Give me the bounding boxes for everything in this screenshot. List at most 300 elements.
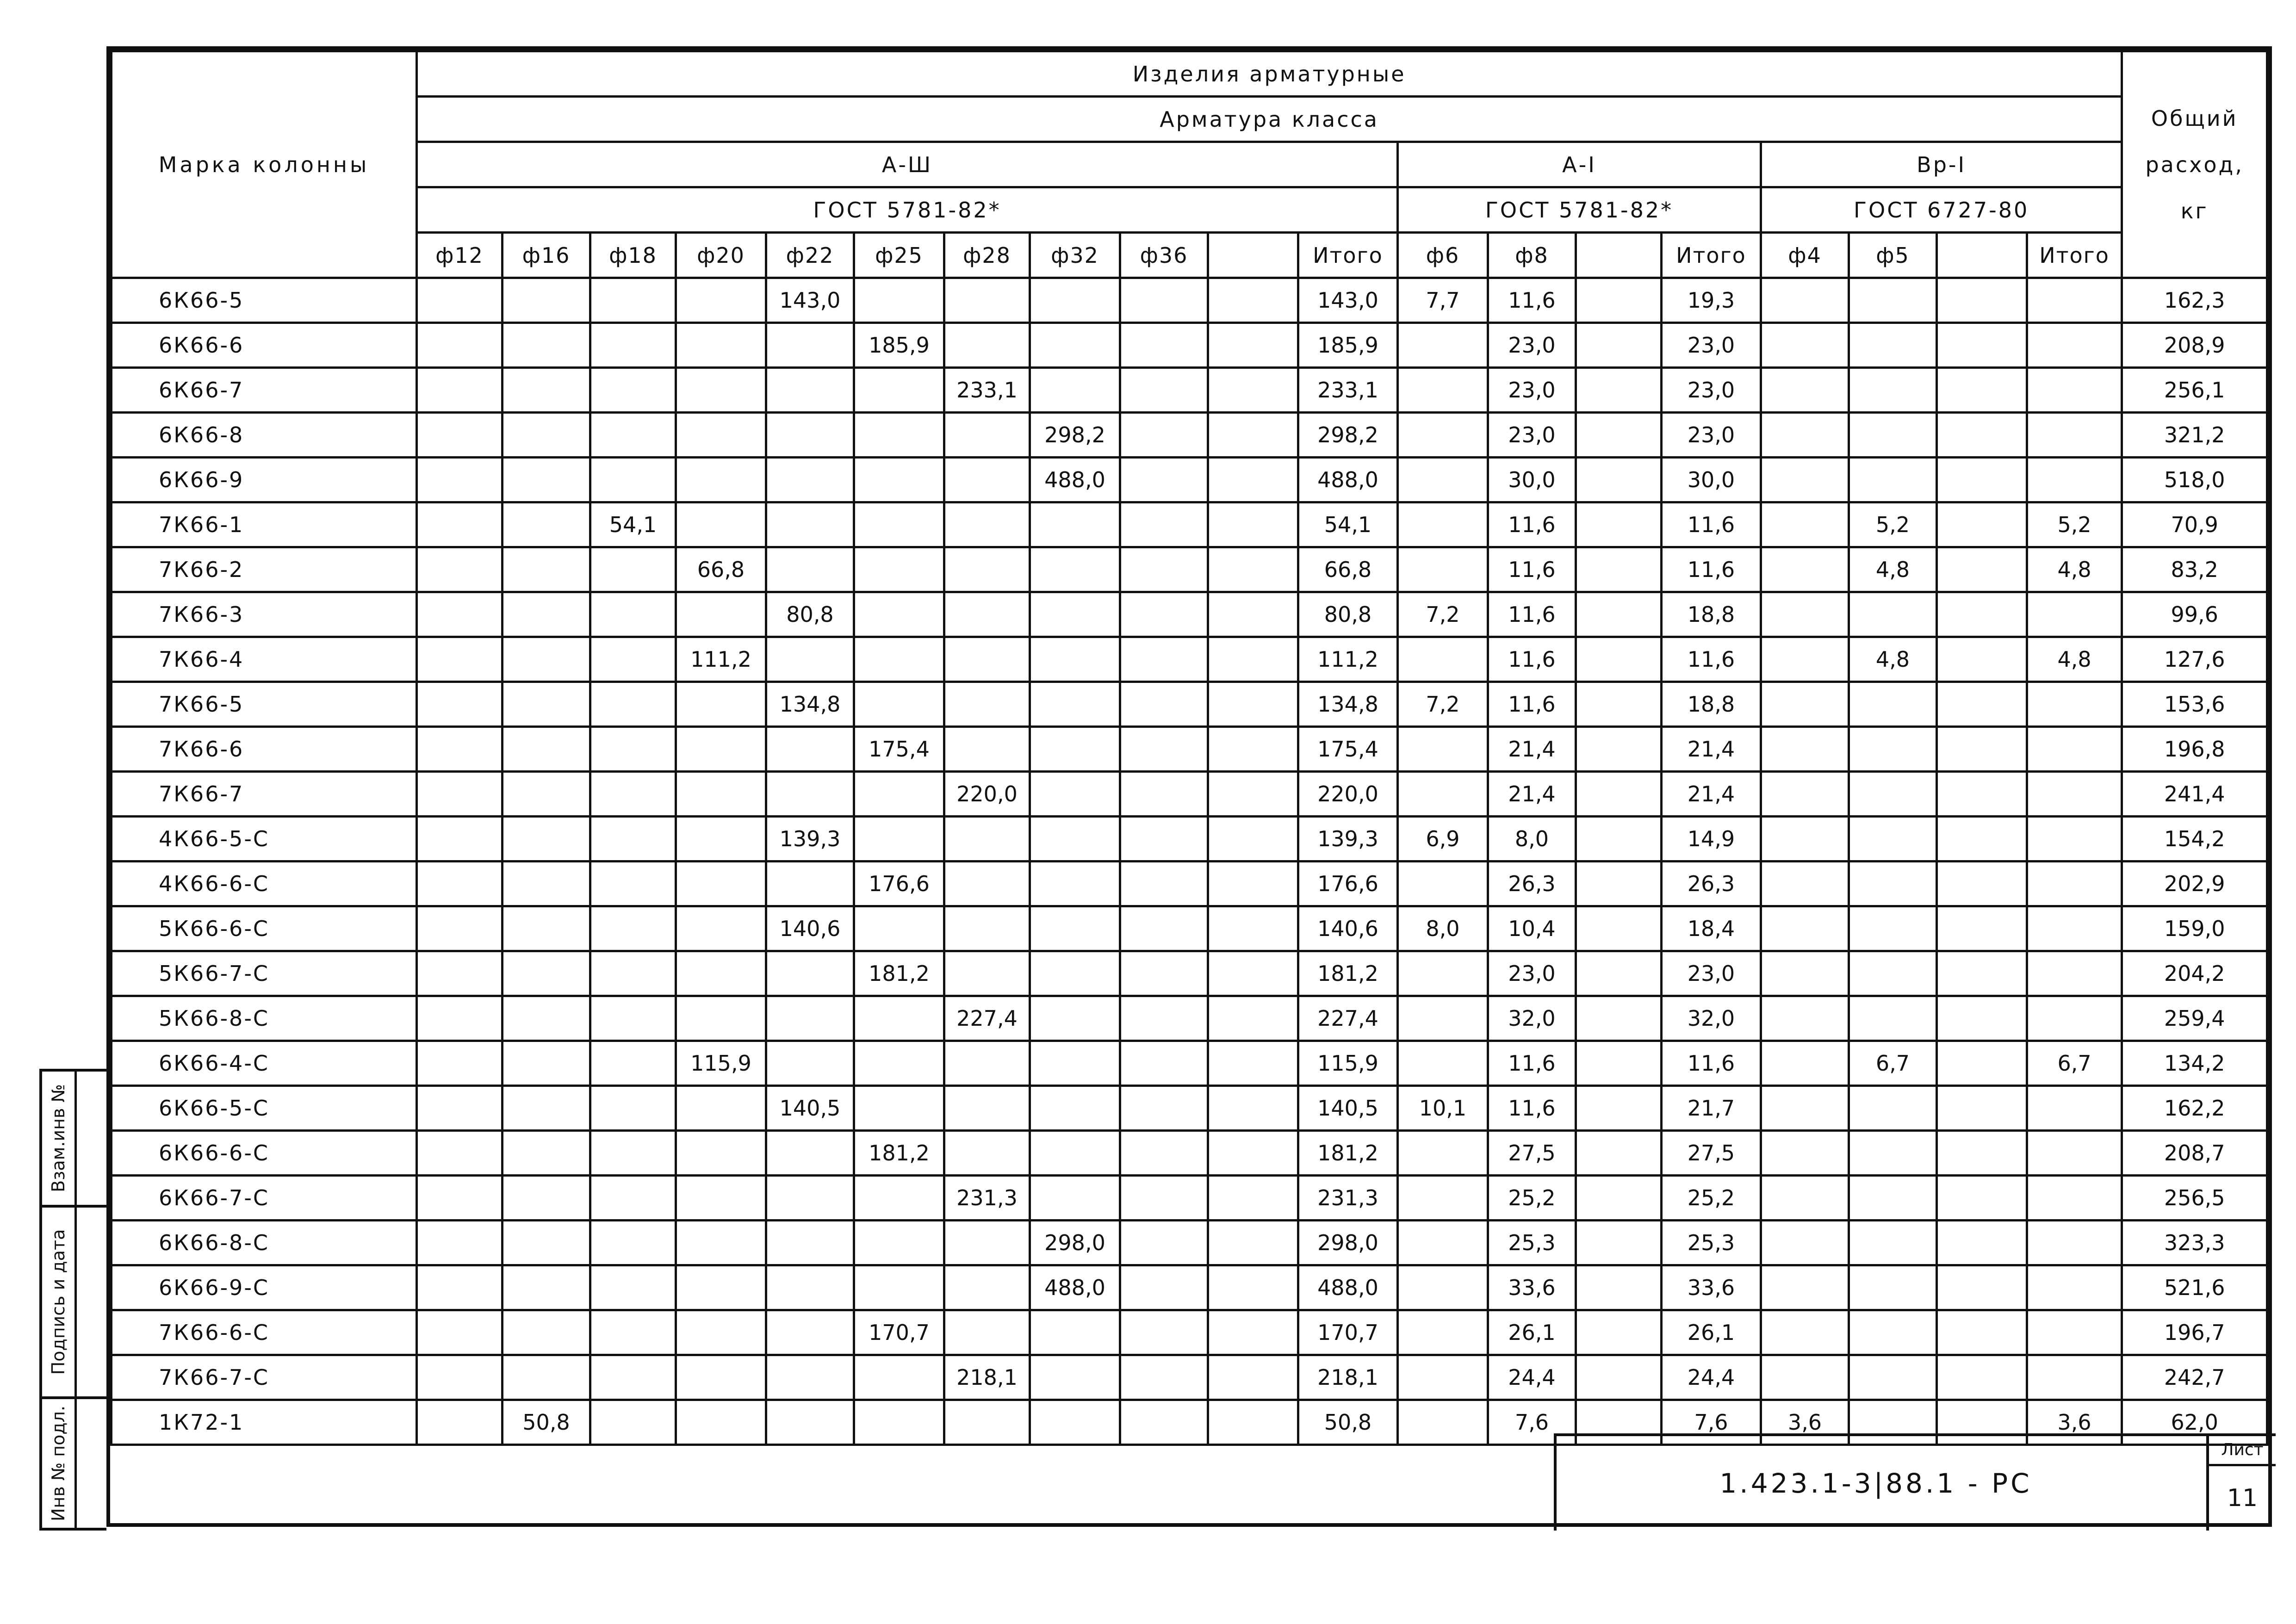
total-cell: 99,6 [2122, 592, 2267, 637]
mass-cell [1398, 637, 1488, 682]
mass-cell: 115,9 [1298, 1041, 1398, 1086]
mass-cell [1761, 368, 1849, 413]
mass-cell [503, 1355, 590, 1400]
total-header [2122, 51, 2267, 278]
mass-cell [1120, 502, 1208, 547]
mass-cell [944, 547, 1030, 592]
mass-cell [1120, 1265, 1208, 1310]
column-mark: 4К66-5-С [112, 817, 417, 862]
mass-cell [1937, 637, 2027, 682]
mass-cell [1576, 1221, 1662, 1265]
mass-cell [944, 592, 1030, 637]
mass-cell [1576, 413, 1662, 458]
table-row [112, 951, 2267, 996]
mass-cell [1761, 592, 1849, 637]
mass-cell [590, 1400, 676, 1445]
drawing-sheet [106, 46, 2272, 1527]
diameter-col-header: ф36 [1120, 233, 1208, 278]
mass-cell [1120, 996, 1208, 1041]
mass-cell: 11,6 [1662, 502, 1761, 547]
mass-cell [1208, 1176, 1298, 1221]
mass-cell [854, 413, 944, 458]
mass-cell [503, 862, 590, 906]
mass-cell [944, 862, 1030, 906]
mass-cell [2027, 1310, 2122, 1355]
mass-cell [417, 1265, 503, 1310]
mass-cell [1208, 1310, 1298, 1355]
mass-cell [590, 413, 676, 458]
mass-cell: 227,4 [1298, 996, 1398, 1041]
mass-cell [854, 1265, 944, 1310]
mass-cell [1937, 817, 2027, 862]
mass-cell [854, 682, 944, 727]
mass-cell: 11,6 [1662, 1041, 1761, 1086]
mass-cell [1849, 1086, 1937, 1131]
gost-a1-header: ГОСТ 5781-82* [1398, 187, 1761, 233]
subtotal-col-header: Итого [1298, 233, 1398, 278]
mass-cell [2027, 817, 2122, 862]
mass-cell [2027, 727, 2122, 772]
gost-vr1-header: ГОСТ 6727-80 [1761, 187, 2122, 233]
mass-cell [1030, 1041, 1120, 1086]
mass-cell [590, 1131, 676, 1176]
mass-cell: 220,0 [944, 772, 1030, 817]
mass-cell [676, 682, 766, 727]
mass-cell [1208, 1131, 1298, 1176]
mass-cell [503, 1221, 590, 1265]
mass-cell [1030, 906, 1120, 951]
mass-cell [1937, 1131, 2027, 1176]
mass-cell [1120, 817, 1208, 862]
mass-cell [1761, 682, 1849, 727]
mass-cell: 233,1 [944, 368, 1030, 413]
mass-cell [1120, 1400, 1208, 1445]
mass-cell [590, 1086, 676, 1131]
mass-cell [1761, 862, 1849, 906]
column-mark: 7К66-6-С [112, 1310, 417, 1355]
mass-cell [1761, 951, 1849, 996]
mass-cell [417, 996, 503, 1041]
mass-cell [766, 996, 854, 1041]
mass-cell [1208, 547, 1298, 592]
mass-cell [854, 906, 944, 951]
mass-cell [417, 862, 503, 906]
mass-cell [1030, 637, 1120, 682]
mass-cell: 185,9 [854, 323, 944, 368]
mass-cell [1937, 996, 2027, 1041]
mass-cell [1398, 772, 1488, 817]
mass-cell: 23,0 [1662, 323, 1761, 368]
mass-cell [1398, 502, 1488, 547]
sheet-number: 11 [2227, 1484, 2258, 1512]
column-mark: 6К66-6 [112, 323, 417, 368]
mass-cell [854, 817, 944, 862]
mass-cell: 488,0 [1298, 458, 1398, 502]
mass-cell [1849, 413, 1937, 458]
mass-cell [944, 1400, 1030, 1445]
mass-cell [676, 727, 766, 772]
mass-cell [676, 772, 766, 817]
mass-cell [590, 1176, 676, 1221]
total-cell: 323,3 [2122, 1221, 2267, 1265]
mass-cell [1576, 727, 1662, 772]
mass-cell [2027, 1355, 2122, 1400]
mark-header [112, 51, 417, 278]
mass-cell: 227,4 [944, 996, 1030, 1041]
mass-cell [676, 1086, 766, 1131]
sign-date-label: Подпись и дата [48, 1229, 68, 1375]
mass-cell [1030, 1310, 1120, 1355]
mass-cell [1208, 1041, 1298, 1086]
mass-cell [766, 1221, 854, 1265]
mass-cell: 30,0 [1488, 458, 1576, 502]
mass-cell [854, 637, 944, 682]
mass-cell [590, 278, 676, 323]
mass-cell [766, 1265, 854, 1310]
mass-cell [766, 368, 854, 413]
table-row [112, 906, 2267, 951]
mass-cell [1937, 278, 2027, 323]
table-row [112, 323, 2267, 368]
mass-cell [1576, 1310, 1662, 1355]
table-row [112, 278, 2267, 323]
column-mark: 6К66-9 [112, 458, 417, 502]
column-mark: 7К66-4 [112, 637, 417, 682]
mass-cell [1208, 727, 1298, 772]
mass-cell [2027, 1086, 2122, 1131]
mass-cell [417, 727, 503, 772]
mass-cell [1761, 772, 1849, 817]
class-vr1-header: Вр-I [1761, 142, 2122, 187]
column-mark: 7К66-3 [112, 592, 417, 637]
mass-cell [1398, 458, 1488, 502]
mass-cell: 23,0 [1662, 951, 1761, 996]
mass-cell: 5,2 [2027, 502, 2122, 547]
total-cell: 202,9 [2122, 862, 2267, 906]
mass-cell: 298,2 [1030, 413, 1120, 458]
mass-cell [1761, 323, 1849, 368]
mass-cell [1398, 1310, 1488, 1355]
mass-cell [2027, 592, 2122, 637]
mass-cell: 23,0 [1662, 413, 1761, 458]
side-box [42, 1208, 77, 1396]
mass-cell: 8,0 [1488, 817, 1576, 862]
mass-cell: 32,0 [1662, 996, 1761, 1041]
diameter-col-header: ф12 [417, 233, 503, 278]
side-stamp-inv-podl [39, 1396, 106, 1531]
mass-cell [1208, 1400, 1298, 1445]
mass-cell [676, 1265, 766, 1310]
mass-cell [2027, 278, 2122, 323]
mass-cell: 4,8 [2027, 637, 2122, 682]
mass-cell: 3,6 [1761, 1400, 1849, 1445]
mass-cell [503, 1265, 590, 1310]
mass-cell [766, 772, 854, 817]
mass-cell [1576, 1041, 1662, 1086]
mass-cell [1120, 772, 1208, 817]
mass-cell [417, 1310, 503, 1355]
diameter-col-header: ф16 [503, 233, 590, 278]
mass-cell [590, 951, 676, 996]
mass-cell [1030, 502, 1120, 547]
mass-cell: 11,6 [1488, 637, 1576, 682]
mass-cell [1937, 862, 2027, 906]
side-box [42, 1072, 77, 1205]
total-cell: 196,8 [2122, 727, 2267, 772]
mass-cell: 170,7 [1298, 1310, 1398, 1355]
mass-cell [944, 682, 1030, 727]
mass-cell [1398, 951, 1488, 996]
title-header: Изделия арматурные [417, 51, 2122, 97]
mass-cell [1849, 1355, 1937, 1400]
mass-cell [2027, 413, 2122, 458]
total-cell: 159,0 [2122, 906, 2267, 951]
mass-cell [1576, 1265, 1662, 1310]
mass-cell [944, 951, 1030, 996]
mass-cell [1937, 682, 2027, 727]
mass-cell [1761, 996, 1849, 1041]
mass-cell: 170,7 [854, 1310, 944, 1355]
mass-cell: 25,2 [1488, 1176, 1576, 1221]
mass-cell: 139,3 [766, 817, 854, 862]
mass-cell [854, 592, 944, 637]
diameter-col-header: ф5 [1849, 233, 1937, 278]
table-row [112, 862, 2267, 906]
mass-cell [417, 1221, 503, 1265]
mass-cell: 181,2 [854, 1131, 944, 1176]
mass-cell: 6,9 [1398, 817, 1488, 862]
mass-cell [1576, 1086, 1662, 1131]
mass-cell [1208, 368, 1298, 413]
mass-cell: 18,8 [1662, 682, 1761, 727]
table-row [112, 458, 2267, 502]
column-mark: 5К66-7-С [112, 951, 417, 996]
mass-cell: 24,4 [1662, 1355, 1761, 1400]
mass-cell: 25,3 [1488, 1221, 1576, 1265]
diameter-col-header: ф18 [590, 233, 676, 278]
mass-cell [766, 502, 854, 547]
mass-cell: 3,6 [2027, 1400, 2122, 1445]
title-block [1554, 1433, 2276, 1531]
mass-cell: 32,0 [1488, 996, 1576, 1041]
mass-cell: 7,6 [1488, 1400, 1576, 1445]
mass-cell [417, 1131, 503, 1176]
mass-cell [854, 368, 944, 413]
mass-cell [1120, 547, 1208, 592]
mass-cell: 21,4 [1662, 727, 1761, 772]
total-cell: 242,7 [2122, 1355, 2267, 1400]
mass-cell [1120, 368, 1208, 413]
mass-cell [2027, 862, 2122, 906]
spec-body [112, 278, 2267, 1445]
mass-cell: 19,3 [1662, 278, 1761, 323]
mass-cell [766, 458, 854, 502]
mass-cell [1937, 413, 2027, 458]
mass-cell: 11,6 [1488, 502, 1576, 547]
mass-cell: 111,2 [1298, 637, 1398, 682]
mass-cell [503, 727, 590, 772]
mass-cell: 21,4 [1662, 772, 1761, 817]
mass-cell [1030, 323, 1120, 368]
mass-cell [1120, 592, 1208, 637]
mass-cell [417, 637, 503, 682]
mass-cell: 23,0 [1488, 323, 1576, 368]
mass-cell [590, 1221, 676, 1265]
mass-cell [1937, 1221, 2027, 1265]
mass-cell [1576, 368, 1662, 413]
mass-cell: 25,3 [1662, 1221, 1761, 1265]
mass-cell: 140,6 [766, 906, 854, 951]
mass-cell [417, 772, 503, 817]
mass-cell: 140,5 [766, 1086, 854, 1131]
mass-cell [1937, 951, 2027, 996]
mass-cell [766, 1176, 854, 1221]
mass-cell [1849, 996, 1937, 1041]
mass-cell [1398, 413, 1488, 458]
mass-cell: 143,0 [1298, 278, 1398, 323]
mass-cell [1761, 1131, 1849, 1176]
mass-cell [676, 817, 766, 862]
mass-cell: 54,1 [590, 502, 676, 547]
mass-cell [766, 862, 854, 906]
mass-cell: 4,8 [1849, 547, 1937, 592]
gost-a3-header: ГОСТ 5781-82* [417, 187, 1398, 233]
subtotal-col-header: Итого [1662, 233, 1761, 278]
mass-cell [1120, 1355, 1208, 1400]
mass-cell [417, 413, 503, 458]
mass-cell [1849, 458, 1937, 502]
mass-cell: 11,6 [1488, 278, 1576, 323]
mass-cell [417, 1086, 503, 1131]
table-row [112, 637, 2267, 682]
mass-cell [2027, 1131, 2122, 1176]
mass-cell [417, 817, 503, 862]
column-mark: 6К66-5-С [112, 1086, 417, 1131]
total-cell: 83,2 [2122, 547, 2267, 592]
mass-cell [1208, 592, 1298, 637]
mass-cell [1398, 727, 1488, 772]
mass-cell: 176,6 [1298, 862, 1398, 906]
column-mark: 6К66-8-С [112, 1221, 417, 1265]
mass-cell [1120, 906, 1208, 951]
total-cell: 208,9 [2122, 323, 2267, 368]
mass-cell [2027, 1221, 2122, 1265]
mass-cell [944, 1086, 1030, 1131]
mass-cell: 21,7 [1662, 1086, 1761, 1131]
mass-cell [1208, 1265, 1298, 1310]
table-row [112, 592, 2267, 637]
mass-cell [1849, 1221, 1937, 1265]
mass-cell [1120, 278, 1208, 323]
mass-cell [1937, 458, 2027, 502]
mass-cell: 176,6 [854, 862, 944, 906]
mass-cell [1849, 1265, 1937, 1310]
mass-cell [1208, 772, 1298, 817]
diameter-col-header: ф6 [1398, 233, 1488, 278]
mass-cell [1761, 1041, 1849, 1086]
mass-cell [417, 323, 503, 368]
mass-cell: 231,3 [1298, 1176, 1398, 1221]
mass-cell [590, 368, 676, 413]
mass-cell [1761, 278, 1849, 323]
mass-cell [417, 278, 503, 323]
mass-cell: 50,8 [503, 1400, 590, 1445]
mass-cell: 23,0 [1662, 368, 1761, 413]
mass-cell [1120, 1041, 1208, 1086]
blank-col-header [1576, 233, 1662, 278]
mass-cell: 298,0 [1298, 1221, 1398, 1265]
mass-cell: 11,6 [1488, 1086, 1576, 1131]
mass-cell [1849, 1131, 1937, 1176]
mass-cell [1030, 1400, 1120, 1445]
total-cell: 521,6 [2122, 1265, 2267, 1310]
mass-cell: 181,2 [1298, 1131, 1398, 1176]
mass-cell [854, 1041, 944, 1086]
mass-cell: 26,3 [1488, 862, 1576, 906]
mass-cell [1761, 1221, 1849, 1265]
mass-cell [1576, 682, 1662, 727]
mass-cell [1398, 1355, 1488, 1400]
mass-cell: 7,7 [1398, 278, 1488, 323]
mass-cell [1398, 1176, 1488, 1221]
mass-cell [503, 413, 590, 458]
mass-cell [1849, 817, 1937, 862]
mass-cell: 140,5 [1298, 1086, 1398, 1131]
mass-cell: 11,6 [1662, 547, 1761, 592]
mass-cell [1120, 1221, 1208, 1265]
mass-cell [590, 592, 676, 637]
mass-cell [676, 1355, 766, 1400]
mass-cell [1937, 547, 2027, 592]
mass-cell: 4,8 [1849, 637, 1937, 682]
mass-cell [1849, 278, 1937, 323]
inv-podl-label: Инв № подл. [48, 1405, 68, 1522]
mass-cell [503, 817, 590, 862]
mass-cell [503, 996, 590, 1041]
total-cell: 154,2 [2122, 817, 2267, 862]
mass-cell [944, 1265, 1030, 1310]
mass-cell [676, 323, 766, 368]
mass-cell [944, 1221, 1030, 1265]
diameter-col-header: ф32 [1030, 233, 1120, 278]
mass-cell [1208, 1086, 1298, 1131]
table-row [112, 1265, 2267, 1310]
mass-cell: 7,2 [1398, 592, 1488, 637]
mass-cell [590, 547, 676, 592]
mass-cell [1937, 323, 2027, 368]
mass-cell [590, 772, 676, 817]
mass-cell [1576, 1176, 1662, 1221]
mass-cell [1849, 368, 1937, 413]
mass-cell [944, 1310, 1030, 1355]
mass-cell [1208, 682, 1298, 727]
mass-cell [503, 1176, 590, 1221]
mass-cell [766, 951, 854, 996]
mass-cell [1030, 1131, 1120, 1176]
mass-cell [1937, 772, 2027, 817]
mass-cell [1576, 817, 1662, 862]
mass-cell: 181,2 [854, 951, 944, 996]
mass-cell [590, 458, 676, 502]
mass-cell [1120, 458, 1208, 502]
mass-cell: 26,3 [1662, 862, 1761, 906]
total-cell: 196,7 [2122, 1310, 2267, 1355]
mass-cell [503, 1086, 590, 1131]
mass-cell [2027, 996, 2122, 1041]
mass-cell [1208, 862, 1298, 906]
mass-cell [1937, 1086, 2027, 1131]
mass-cell [503, 278, 590, 323]
